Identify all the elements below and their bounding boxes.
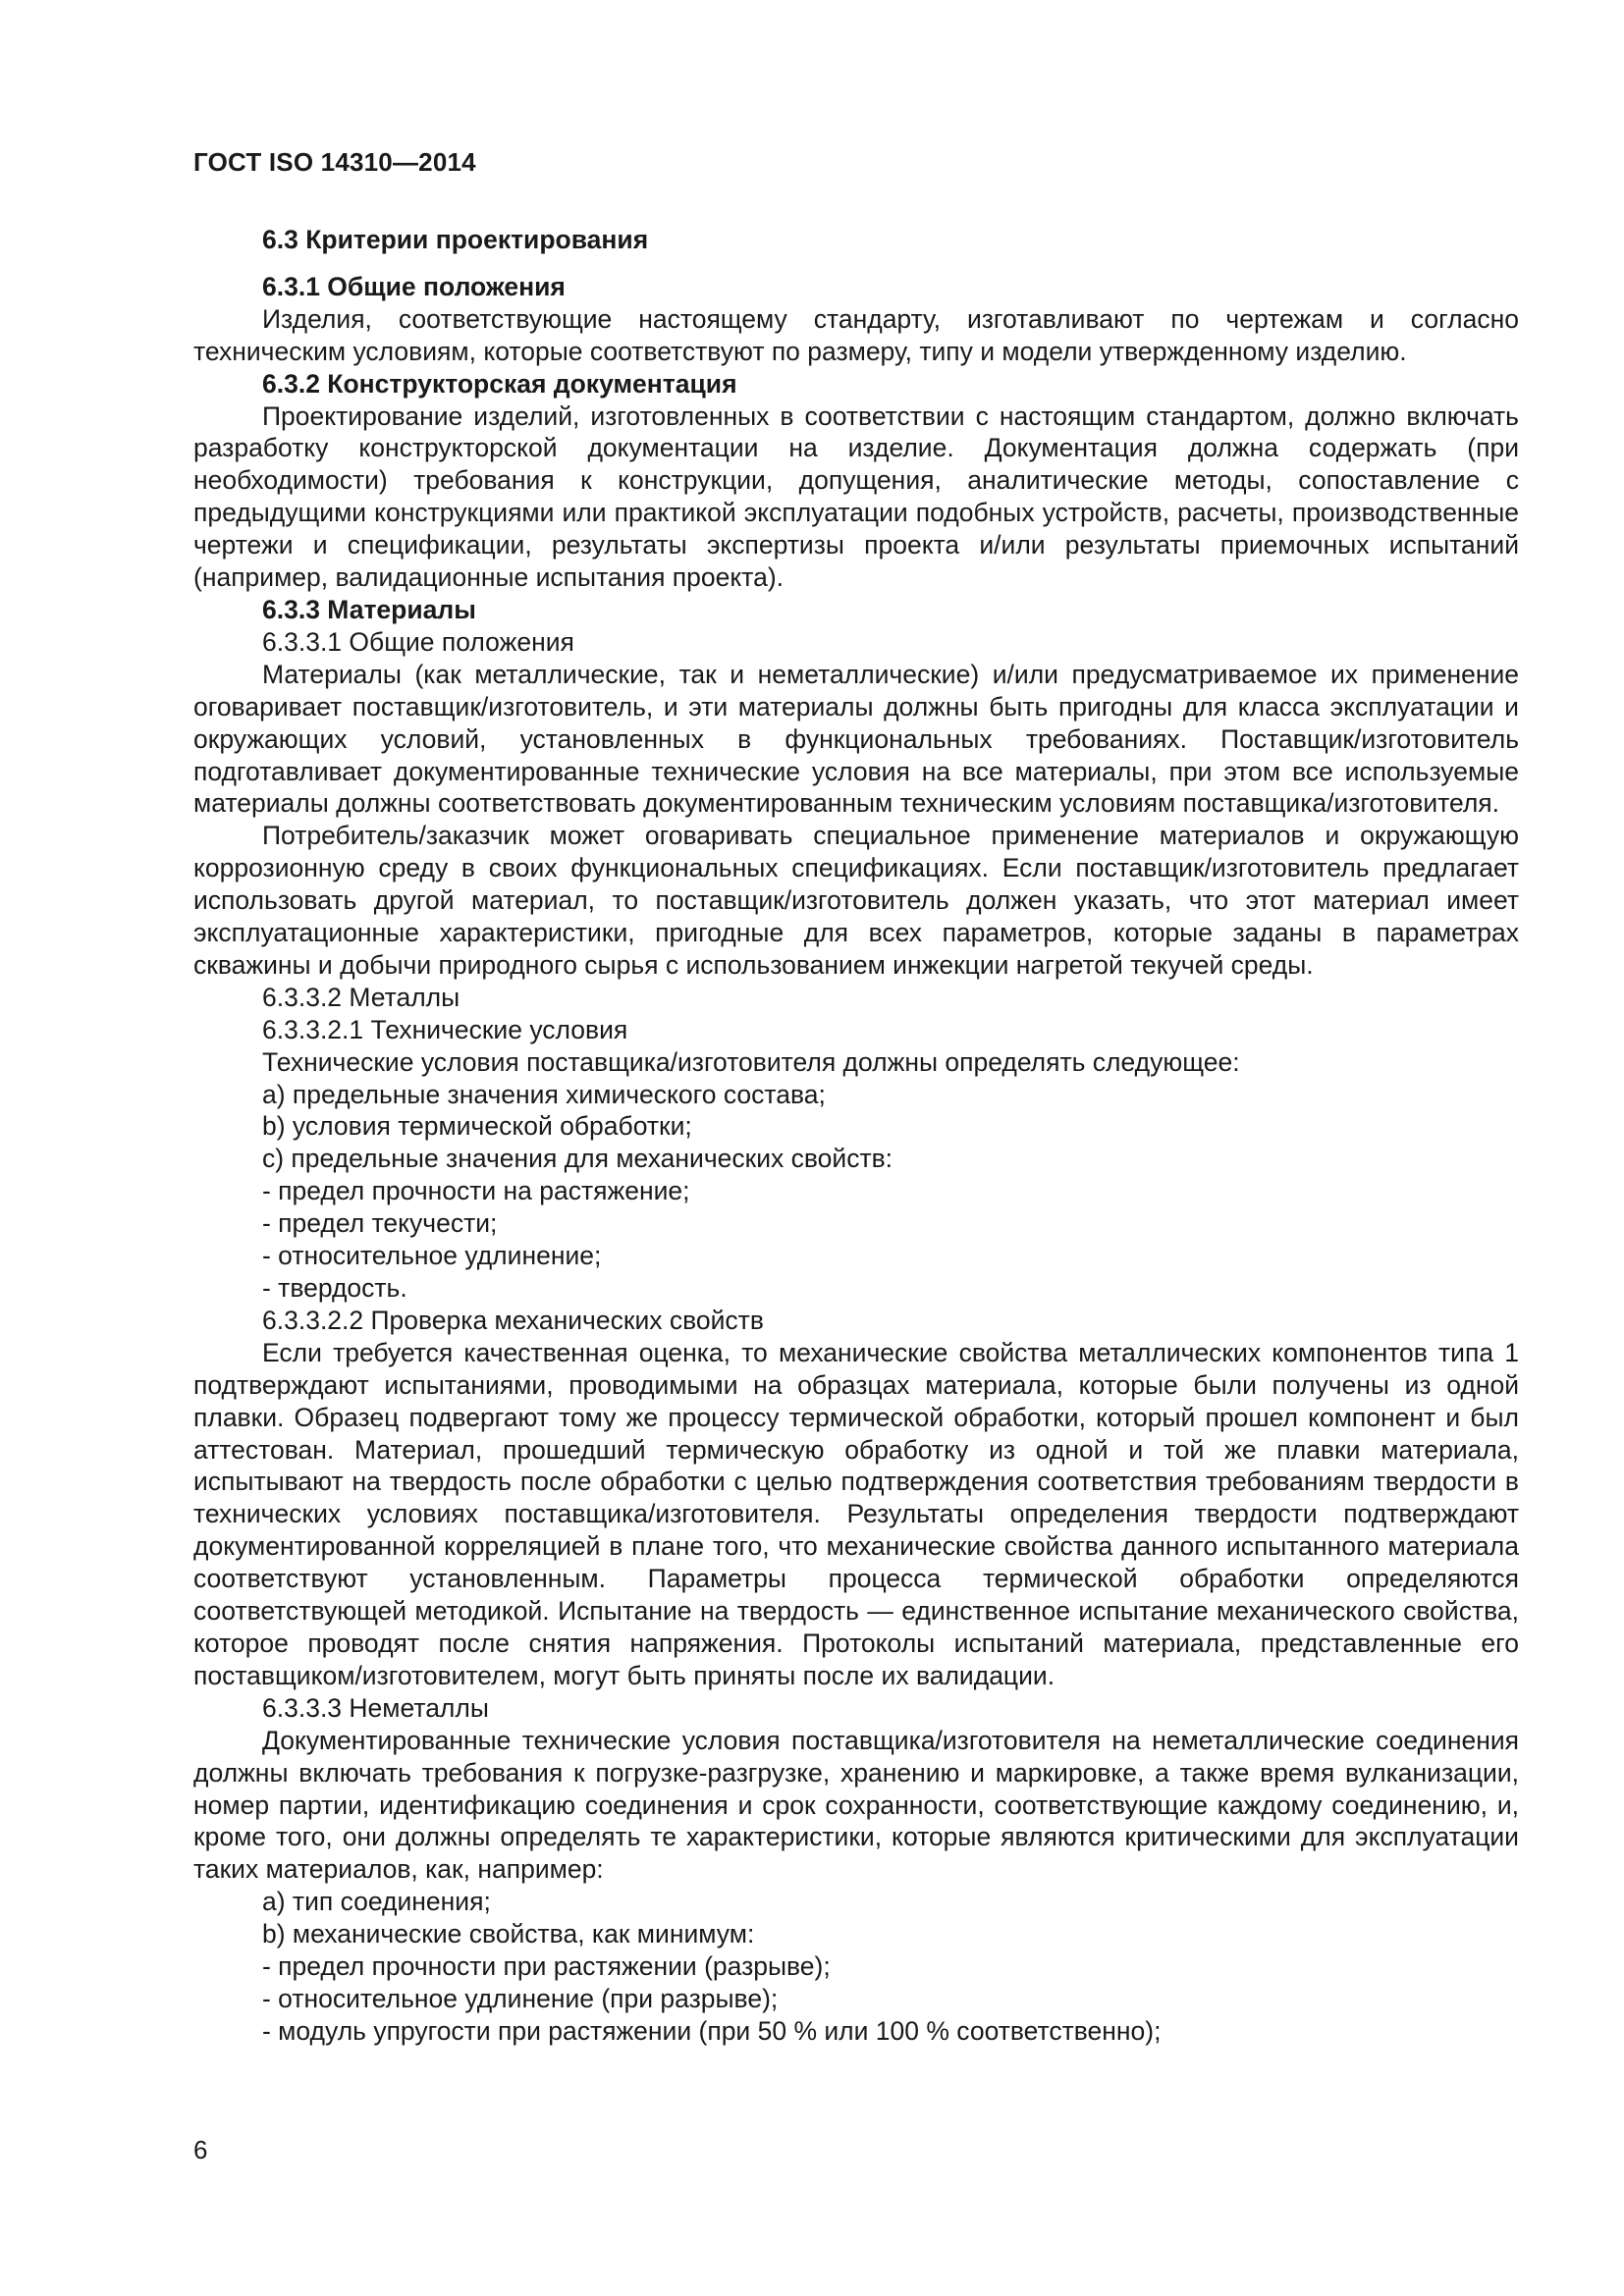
subsection-heading-6-3-3-2-2: 6.3.3.2.2 Проверка механических свойств bbox=[262, 1305, 764, 1335]
list-item: a) тип соединения; bbox=[262, 1887, 491, 1917]
subsection-heading-6-3-3-1: 6.3.3.1 Общие положения bbox=[262, 626, 574, 657]
subsection-heading-6-3-3-2-1: 6.3.3.2.1 Технические условия bbox=[262, 1014, 628, 1044]
section-heading-6-3-3: 6.3.3 Материалы bbox=[262, 594, 476, 624]
section-heading-6-3-1: 6.3.1 Общие положения bbox=[262, 271, 566, 301]
paragraph: Проектирование изделий, изготовленных в соответствии с настоящим стандартом, должно включать разработку конструкторской документации на изделие. Документация должна содержать (при необходимости) требования к конструкции, допущения, аналитические методы, сопоставление с предыдущими конструкциями или практикой эксплуатации подобных устройств, расчеты, производственные чертежи и спецификации, результаты экспертизы проекта и/или результаты приемочных испытаний (например, валидационные испытания проекта). bbox=[193, 400, 1519, 593]
section-heading-6-3-2: 6.3.2 Конструкторская документация bbox=[262, 368, 737, 399]
list-item: a) предельные значения химического состава; bbox=[262, 1079, 826, 1109]
document-body bbox=[193, 224, 1519, 2048]
list-item: b) условия термической обработки; bbox=[262, 1111, 692, 1142]
list-item: - твердость. bbox=[262, 1273, 407, 1303]
list-item: - относительное удлинение; bbox=[262, 1241, 602, 1271]
document-code-header: ГОСТ ISO 14310—2014 bbox=[193, 147, 476, 177]
list-item: - предел прочности при растяжении (разрыве); bbox=[262, 1951, 831, 1982]
paragraph: Потребитель/заказчик может оговаривать специальное применение материалов и окружающую коррозионную среду в своих функциональных спецификациях. Если поставщик/изготовитель предлагает использовать другой материал, то поставщик/изготовитель должен указать, что этот материал имеет эксплуатационные характеристики, пригодные для всех параметров, которые заданы в параметрах скважины и добычи природного сырья с использованием инжекции нагретой текучей среды. bbox=[193, 821, 1519, 980]
subsection-heading-6-3-3-3: 6.3.3.3 Неметаллы bbox=[262, 1692, 489, 1723]
paragraph: Изделия, соответствующие настоящему стандарту, изготавливают по чертежам и согласно техническим условиям, которые соответствуют по размеру, типу и модели утвержденному изделию. bbox=[193, 303, 1519, 366]
list-item: - предел прочности на растяжение; bbox=[262, 1176, 690, 1206]
lettered-list bbox=[193, 1886, 1519, 1950]
list-item: b) механические свойства, как минимум: bbox=[262, 1919, 755, 1949]
list-item: - относительное удлинение (при разрыве); bbox=[262, 1983, 779, 2013]
list-item: - предел текучести; bbox=[262, 1208, 498, 1239]
paragraph-intro: Технические условия поставщика/изготовителя должны определять следующее: bbox=[262, 1046, 1240, 1077]
page-number: 6 bbox=[193, 2135, 208, 2164]
dash-list bbox=[193, 1950, 1519, 2048]
paragraph: Если требуется качественная оценка, то механические свойства металлических компонентов типа 1 подтверждают испытаниями, проводимыми на образцах материала, которые были получены из одной плавки. Образец подвергают тому же процессу термической обработки, который прошел компонент и был аттестован. Материал, прошедший термическую обработку из одной и той же плавки материала, испытывают на твердость после обработки с целью подтверждения соответствия требованиям твердости в технических условиях поставщика/изготовителя. Результаты определения твердости подтверждают документированной корреляцией в плане того, что механические свойства данного испытанного материала соответствуют установленным. Параметры процесса термической обработки определяются соответствующей методикой. Испытание на твердость — единственное испытание механического свойства, которое проводят после снятия напряжения. Протоколы испытаний материала, представленные его поставщиком/изготовителем, могут быть приняты после их валидации. bbox=[193, 1337, 1519, 1690]
section-heading-6-3: 6.3 Критерии проектирования bbox=[262, 225, 649, 254]
dash-list bbox=[193, 1175, 1519, 1305]
list-item: - модуль упругости при растяжении (при 50 % или 100 % соответственно); bbox=[262, 2015, 1162, 2046]
paragraph: Материалы (как металлические, так и неметаллические) и/или предусматриваемое их применение оговаривает поставщик/изготовитель, и эти материалы должны быть пригодны для класса эксплуатации и окружающих условий, установленных в функциональных требованиях. Поставщик/изготовитель подготавливает документированные технические условия на все материалы, при этом все используемые материалы должны соответствовать документированным техническим условиям поставщика/изготовителя. bbox=[193, 659, 1519, 819]
subsection-heading-6-3-3-2: 6.3.3.2 Металлы bbox=[262, 982, 460, 1012]
lettered-list bbox=[193, 1079, 1519, 1176]
list-item: c) предельные значения для механических свойств: bbox=[262, 1144, 893, 1174]
paragraph: Документированные технические условия поставщика/изготовителя на неметаллические соединения должны включать требования к погрузке-разгрузке, хранению и маркировке, а также время вулканизации, номер партии, идентификацию соединения и срок сохранности, соответствующие каждому соединению, и, кроме того, они должны определять те характеристики, которые являются критическими для эксплуатации таких материалов, как, например: bbox=[193, 1725, 1519, 1885]
